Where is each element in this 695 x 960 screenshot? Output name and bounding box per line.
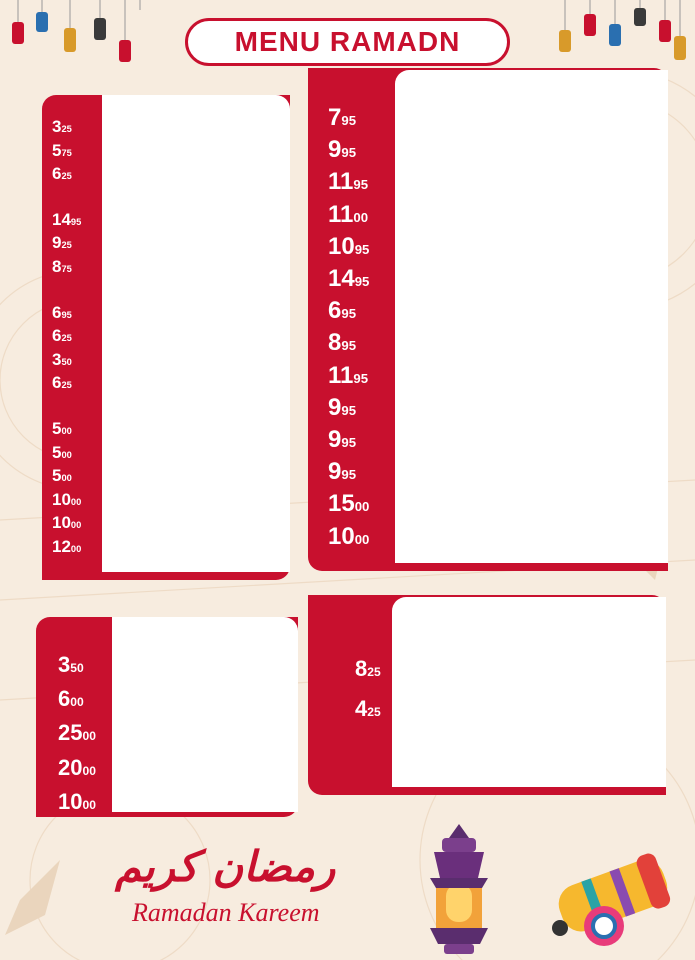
price-whole: 11	[328, 168, 354, 196]
price-decimal: 95	[341, 435, 357, 450]
price-decimal: 25	[367, 665, 381, 679]
price-decimal: 95	[341, 113, 357, 128]
salad-price	[355, 656, 381, 682]
greeting-english: Ramadan Kareem	[132, 898, 320, 927]
menu-title: MENU RAMADN	[185, 18, 510, 66]
drink-price	[52, 117, 72, 137]
price-whole: 5	[52, 140, 62, 160]
price-decimal: 00	[70, 520, 82, 531]
price-whole: 6	[52, 326, 62, 346]
price-whole: 14	[328, 265, 355, 292]
main-dish-price	[328, 458, 356, 486]
greeting-arabic: رمضان كريم	[115, 842, 336, 891]
dessert-price	[58, 686, 84, 712]
price-whole: 5	[52, 442, 62, 462]
price-whole: 8	[328, 329, 342, 357]
drink-price	[52, 443, 72, 463]
drink-price	[52, 419, 72, 439]
price-decimal: 50	[61, 356, 72, 367]
price-decimal: 95	[341, 402, 357, 418]
main-dish-price	[328, 297, 356, 325]
drink-price	[52, 350, 72, 370]
price-decimal: 00	[70, 544, 82, 554]
main-dish-price	[328, 523, 369, 551]
price-decimal: 50	[70, 661, 84, 675]
price-decimal: 25	[367, 705, 381, 719]
drink-price	[52, 164, 72, 184]
main-dish-price	[328, 329, 356, 357]
price-whole: 25	[58, 720, 83, 746]
price-decimal: 75	[61, 147, 72, 158]
price-decimal: 00	[353, 209, 369, 225]
drink-price	[52, 466, 72, 486]
main-dish-price	[328, 136, 356, 164]
price-whole: 10	[328, 522, 355, 550]
main-dish-price	[328, 201, 368, 229]
drink-price	[52, 326, 72, 346]
price-decimal: 25	[61, 333, 72, 344]
price-whole: 6	[52, 302, 62, 322]
price-decimal: 25	[61, 380, 72, 391]
price-whole: 6	[52, 164, 62, 184]
price-decimal: 00	[61, 449, 72, 460]
price-decimal: 95	[354, 274, 370, 289]
drink-price	[52, 490, 81, 510]
main-dish-price	[328, 265, 369, 293]
price-decimal: 25	[61, 171, 72, 182]
price-whole: 9	[328, 458, 342, 486]
price-whole: 6	[52, 373, 62, 393]
price-whole: 9	[52, 233, 62, 253]
cannon-icon	[548, 840, 688, 950]
price-decimal: 95	[341, 306, 357, 322]
price-decimal: 95	[341, 467, 357, 483]
price-whole: 8	[355, 656, 368, 681]
price-whole: 6	[328, 297, 342, 325]
price-decimal: 95	[61, 309, 72, 320]
price-decimal: 95	[353, 370, 369, 386]
main-dish-price	[328, 362, 368, 390]
price-whole: 7	[328, 104, 342, 131]
price-whole: 3	[52, 117, 62, 136]
price-whole: 14	[52, 209, 71, 229]
price-whole: 9	[328, 136, 342, 164]
price-whole: 12	[52, 537, 71, 556]
price-whole: 20	[58, 754, 83, 780]
main-dish-price	[328, 104, 356, 132]
price-decimal: 00	[82, 729, 96, 744]
price-decimal: 95	[354, 241, 370, 257]
lantern-icon	[418, 820, 500, 958]
dessert-price	[58, 720, 96, 746]
price-decimal: 25	[61, 124, 72, 134]
drink-price	[52, 303, 72, 323]
price-whole: 9	[328, 393, 342, 421]
drink-price	[52, 257, 72, 277]
main-dish-price	[328, 490, 369, 518]
price-decimal: 95	[341, 338, 357, 354]
price-decimal: 00	[354, 531, 370, 547]
dessert-price	[58, 755, 96, 781]
price-whole: 4	[355, 696, 368, 721]
drink-price	[52, 537, 81, 557]
price-whole: 10	[328, 232, 355, 260]
price-whole: 3	[58, 652, 71, 677]
main-dish-price	[328, 394, 356, 422]
drink-price	[52, 141, 72, 161]
price-decimal: 25	[61, 240, 72, 251]
price-whole: 11	[328, 361, 354, 389]
price-whole: 10	[58, 788, 83, 814]
price-decimal: 00	[354, 499, 370, 515]
dessert-price	[58, 652, 84, 678]
price-decimal: 00	[82, 797, 96, 812]
drink-price	[52, 373, 72, 393]
price-decimal: 95	[341, 145, 357, 161]
dessert-price	[58, 789, 96, 815]
price-whole: 3	[52, 349, 62, 369]
price-whole: 9	[328, 426, 342, 453]
salad-price	[355, 696, 381, 722]
price-whole: 10	[52, 489, 71, 509]
price-whole: 15	[328, 490, 355, 518]
price-decimal: 75	[61, 264, 72, 274]
price-decimal: 95	[70, 216, 82, 227]
main-dish-price	[328, 426, 356, 454]
price-decimal: 00	[61, 426, 72, 436]
main-dish-price	[328, 233, 369, 261]
drink-price	[52, 233, 72, 253]
price-decimal: 00	[61, 473, 72, 484]
price-whole: 6	[58, 686, 71, 712]
price-decimal: 95	[353, 177, 369, 193]
main-dish-price	[328, 168, 368, 196]
price-whole: 11	[328, 200, 354, 228]
price-whole: 5	[52, 419, 62, 438]
price-whole: 8	[52, 257, 62, 276]
price-decimal: 00	[70, 496, 82, 507]
price-decimal: 00	[82, 763, 96, 778]
drink-price	[52, 210, 81, 230]
price-decimal: 00	[70, 695, 84, 710]
price-whole: 5	[52, 466, 62, 486]
drink-price	[52, 513, 81, 533]
price-whole: 10	[52, 513, 71, 533]
